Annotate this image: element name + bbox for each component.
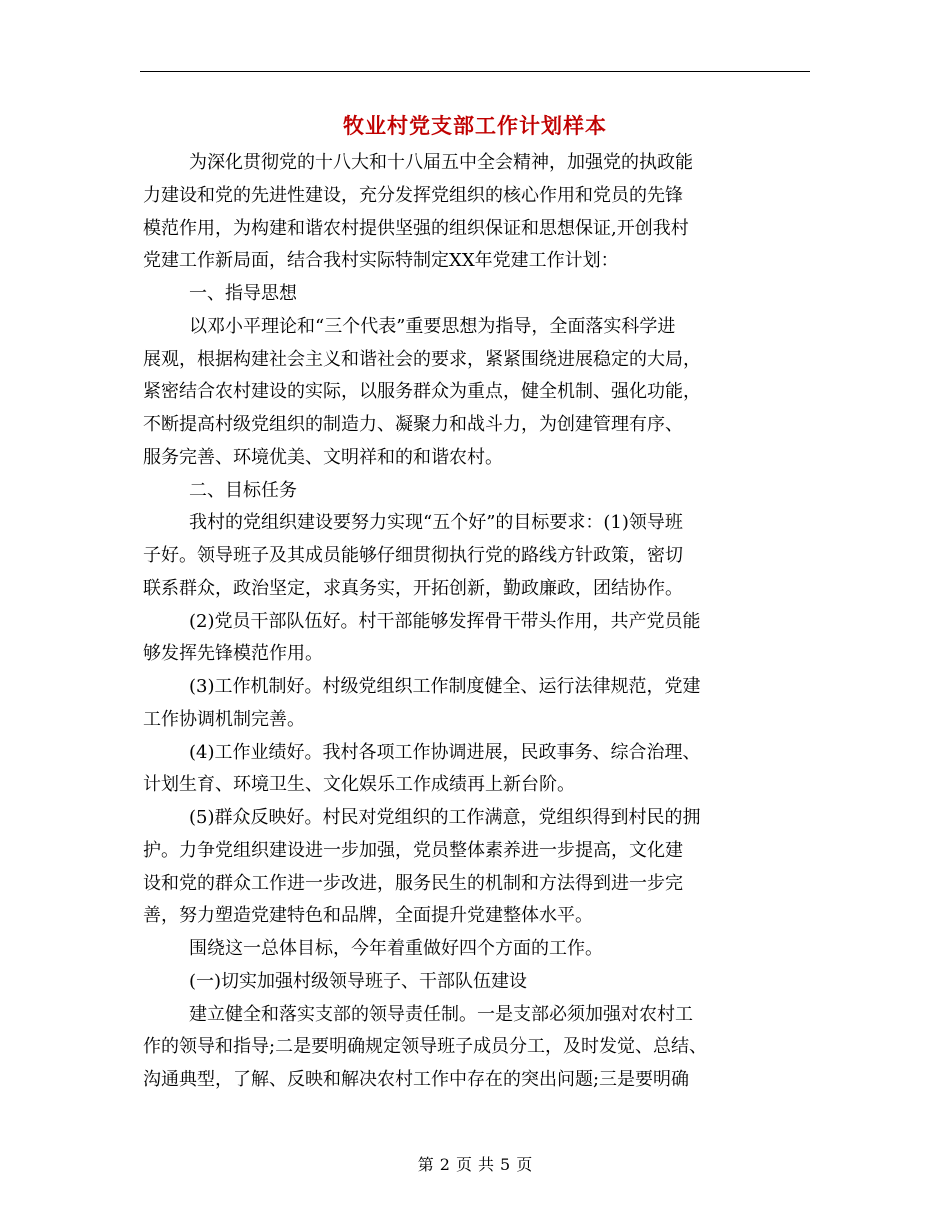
paragraph-line: 展观，根据构建社会主义和谐社会的要求，紧紧围绕进展稳定的大局， — [143, 348, 701, 370]
footer-page-word: 页 — [455, 1155, 472, 1174]
paragraph-line: (4)工作业绩好。我村各项工作协调进展，民政事务、综合治理、 — [189, 741, 701, 763]
paragraph-line: 护。力争党组织建设进一步加强，党员整体素养进一步提高，文化建 — [143, 839, 683, 861]
paragraph-line: 建立健全和落实支部的领导责任制。一是支部必须加强对农村工 — [189, 1003, 693, 1025]
section-heading: 一、指导思想 — [189, 283, 297, 304]
paragraph-line: 围绕这一总体目标，今年着重做好四个方面的工作。 — [189, 938, 603, 959]
paragraph-line: 子好。领导班子及其成员能够仔细贯彻执行党的路线方针政策，密切 — [143, 545, 683, 566]
paragraph-line: 善，努力塑造党建特色和品牌，全面提升党建整体水平。 — [143, 905, 593, 927]
paragraph-line: 不断提高村级党组织的制造力、凝聚力和战斗力，为创建管理有序、 — [143, 414, 683, 435]
paragraph-line: 以邓小平理论和“三个代表”重要思想为指导，全面落实科学进 — [189, 315, 676, 337]
document-title: 牧业村党支部工作计划样本 — [343, 113, 607, 138]
paragraph-line: 我村的党组织建设要努力实现“五个好”的目标要求：(1)领导班 — [189, 512, 683, 534]
paragraph-line: 党建工作新局面，结合我村实际特制定XX年党建工作计划： — [143, 250, 619, 272]
paragraph-line: (3)工作机制好。村级党组织工作制度健全、运行法律规范，党建 — [189, 676, 701, 697]
header-rule — [140, 71, 810, 72]
page-footer — [0, 1152, 950, 1175]
section-heading: 二、目标任务 — [189, 479, 297, 501]
footer-suffix: 页 — [516, 1155, 533, 1174]
subsection-heading: (一)切实加强村级领导班子、干部队伍建设 — [189, 970, 528, 992]
paragraph-line: 为深化贯彻党的十八大和十八届五中全会精神，加强党的执政能 — [189, 152, 693, 173]
paragraph-line: 够发挥先锋模范作用。 — [143, 643, 323, 665]
footer-prefix: 第 — [417, 1155, 434, 1174]
footer-total-word: 共 — [478, 1155, 495, 1174]
paragraph-line: 工作协调机制完善。 — [143, 708, 305, 730]
paragraph-line: 沟通典型，了解、反映和解决农村工作中存在的突出问题;三是要明确 — [143, 1069, 690, 1090]
paragraph-line: 紧密结合农村建设的实际，以服务群众为重点，健全机制、强化功能， — [143, 381, 701, 403]
paragraph-line: (2)党员干部队伍好。村干部能够发挥骨干带头作用，共产党员能 — [189, 610, 701, 632]
paragraph-line: 联系群众，政治坚定，求真务实，开拓创新，勤政廉政，团结协作。 — [143, 577, 683, 599]
document-body — [143, 147, 810, 1097]
paragraph-line: 力建设和党的先进性建设，充分发挥党组织的核心作用和党员的先锋 — [143, 184, 683, 206]
paragraph-line: 模范作用，为构建和谐农村提供坚强的组织保证和思想保证,开创我村 — [143, 217, 689, 239]
paragraph-line: 设和党的群众工作进一步改进，服务民生的机制和方法得到进一步完 — [143, 872, 683, 894]
paragraph-line: 作的领导和指导;二是要明确规定领导班子成员分工，及时发觉、总结、 — [143, 1036, 708, 1058]
paragraph-line: (5)群众反映好。村民对党组织的工作满意，党组织得到村民的拥 — [189, 807, 701, 828]
paragraph-line: 计划生育、环境卫生、文化娱乐工作成绩再上新台阶。 — [143, 774, 575, 796]
paragraph-line: 服务完善、环境优美、文明祥和的和谐农村。 — [143, 446, 503, 468]
page-number: 2 — [439, 1155, 450, 1174]
total-pages: 5 — [500, 1155, 511, 1174]
